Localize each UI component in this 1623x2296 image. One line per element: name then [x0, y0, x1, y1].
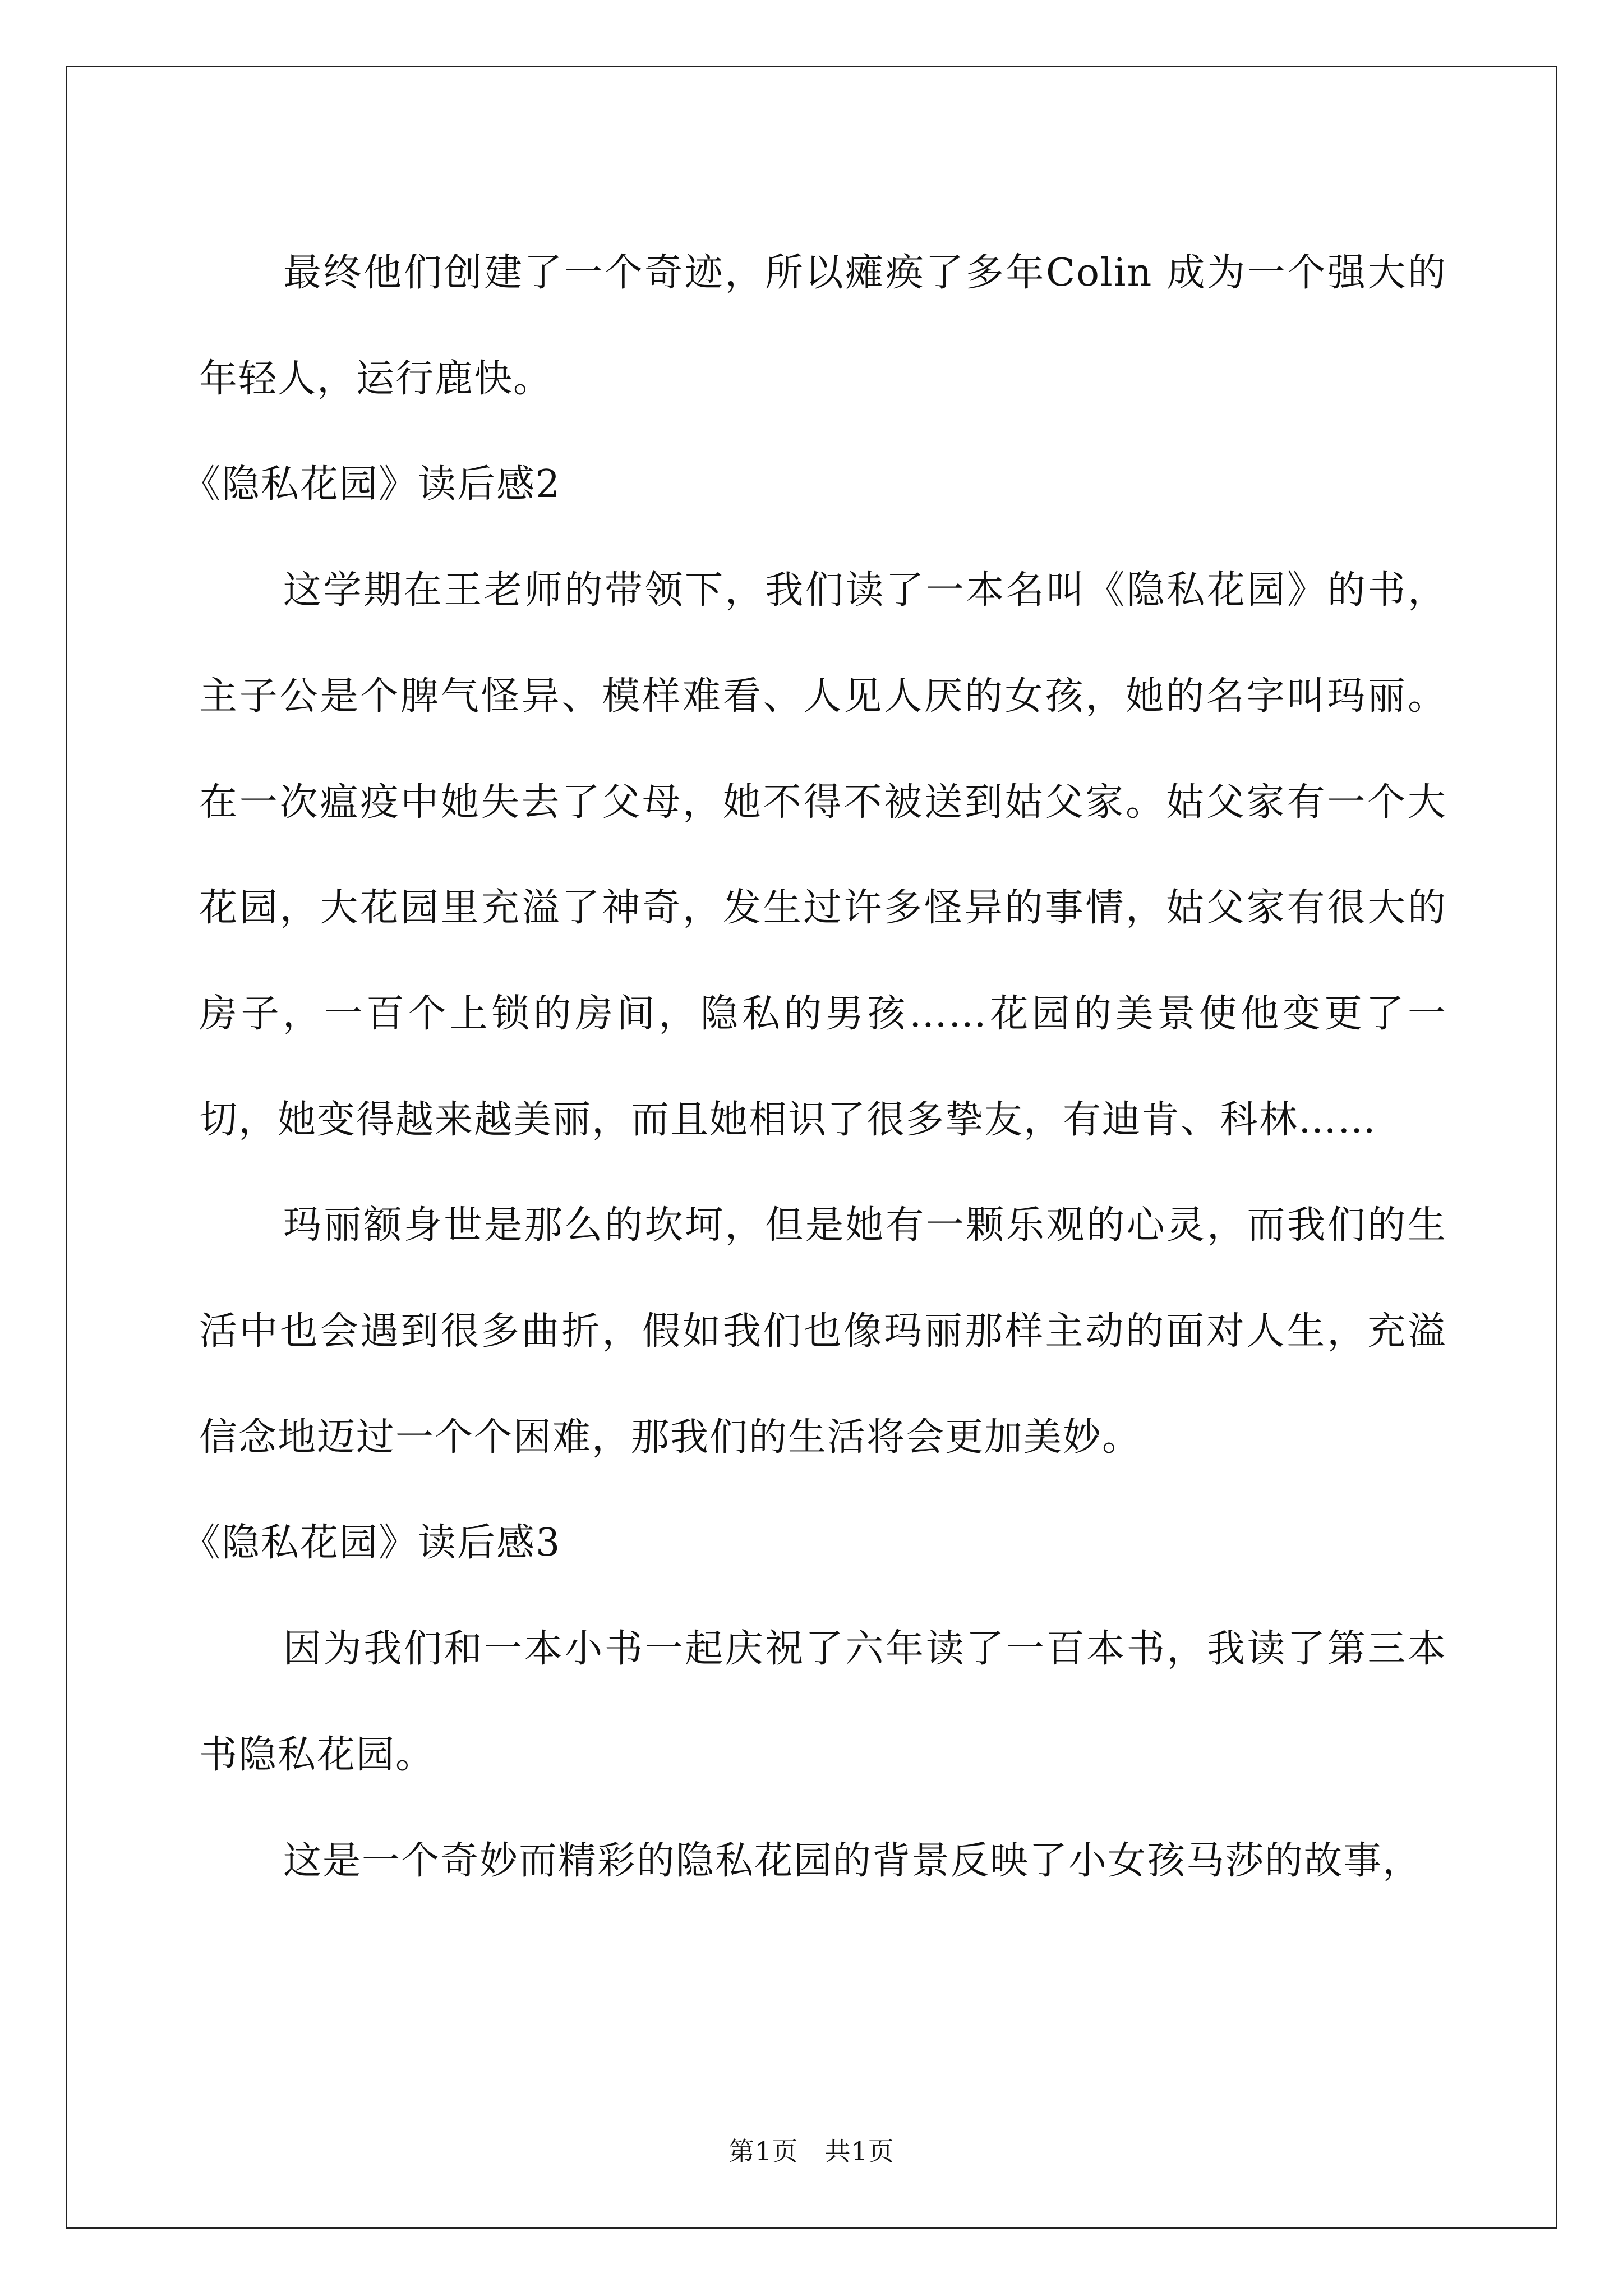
paragraph: 玛丽额身世是那么的坎坷，但是她有一颗乐观的心灵，而我们的生活中也会遇到很多曲折，假如我们也像玛丽那样主动的面对人生，充溢信念地迈过一个个困难，那我们的生活将会更加美妙。 [199, 1203, 1447, 1460]
section-heading: 《隐私花园》读后感2 [182, 462, 561, 507]
paragraph: 因为我们和一本小书一起庆祝了六年读了一百本书，我读了第三本书隐私花园。 [199, 1627, 1447, 1777]
paragraph: 最终他们创建了一个奇迹，所以瘫痪了多年Colin 成为一个强大的年轻人，运行鹿快。 [199, 251, 1447, 401]
document-body [182, 220, 1447, 1914]
page-number-footer: 第1页 共1页 [728, 2136, 895, 2166]
paragraph: 这是一个奇妙而精彩的隐私花园的背景反映了小女孩马莎的故事， [283, 1838, 1422, 1883]
paragraph: 这学期在王老师的带领下，我们读了一本名叫《隐私花园》的书，主子公是个脾气怪异、模样难看、人见人厌的女孩，她的名字叫玛丽。在一次瘟疫中她失去了父母，她不得不被送到姑父家。姑父家有一个大花园，大花园里充溢了神奇，发生过许多怪异的事情，姑父家有很大的房子，一百个上锁的房间，隐私的男孩……花园的美景使他变更了一切，她变得越来越美丽，而且她相识了很多挚友，有迪肯、科林…… [199, 568, 1447, 1142]
section-heading: 《隐私花园》读后感3 [182, 1521, 561, 1566]
